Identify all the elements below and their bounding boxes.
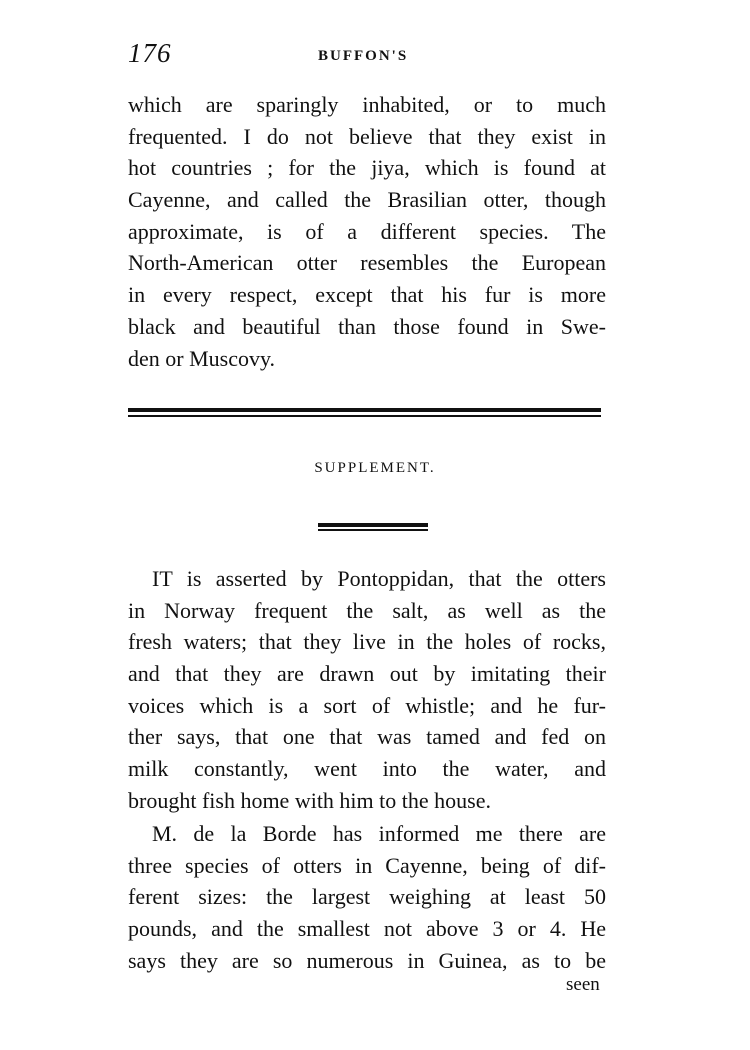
text-line: North-American otter resembles the European — [128, 250, 606, 276]
paragraph-la-borde — [128, 818, 606, 976]
text-line: M. de la Borde has informed me there are — [152, 821, 606, 846]
paragraph-pontoppidan — [128, 563, 606, 817]
text-line: black and beautiful than those found in Swe- — [128, 313, 606, 339]
section-divider-rule — [128, 408, 601, 418]
text-line: approximate, is of a different species. The — [128, 218, 606, 244]
text-line: in Norway frequent the salt, as well as the — [128, 597, 606, 623]
text-line: in every respect, except that his fur is more — [128, 282, 606, 308]
text-line: frequented. I do not believe that they exist in — [128, 123, 606, 149]
rule-thick-line — [128, 408, 601, 412]
heading-ornament-rule — [318, 523, 428, 531]
text-line: brought fish home with him to the house. — [128, 787, 491, 813]
text-line: Cayenne, and called the Brasilian otter, though — [128, 187, 606, 213]
text-line: hot countries ; for the jiya, which is found at — [128, 155, 606, 181]
paragraph-continuation — [128, 89, 606, 374]
page-number: 176 — [128, 38, 172, 68]
text-line: fresh waters; that they live in the holes of rocks, — [128, 629, 606, 655]
rule-thin-line — [318, 529, 428, 531]
text-line: ther says, that one that was tamed and fed on — [128, 724, 606, 750]
text-line: says they are so numerous in Guinea, as to be — [128, 947, 606, 973]
text-line: milk constantly, went into the water, and — [128, 756, 606, 782]
text-line: three species of otters in Cayenne, being of dif- — [128, 852, 606, 878]
text-line: and that they are drawn out by imitating their — [128, 661, 606, 687]
text-line: pounds, and the smallest not above 3 or 4. He — [128, 916, 606, 942]
text-line: voices which is a sort of whistle; and he fur- — [128, 692, 606, 718]
text-line: which are sparingly inhabited, or to much — [128, 92, 606, 117]
catchword: seen — [566, 974, 600, 995]
rule-thin-line — [128, 415, 601, 417]
running-head — [128, 38, 608, 70]
text-line: ferent sizes: the largest weighing at least 50 — [128, 884, 606, 910]
running-title: BUFFON'S — [318, 48, 409, 64]
text-line: den or Muscovy. — [128, 345, 276, 371]
section-heading-text: SUPPLEMENT. — [314, 460, 436, 476]
rule-thick-line — [318, 523, 428, 527]
text-line: IT is asserted by Pontoppidan, that the otters — [152, 566, 606, 591]
section-heading — [0, 460, 750, 477]
